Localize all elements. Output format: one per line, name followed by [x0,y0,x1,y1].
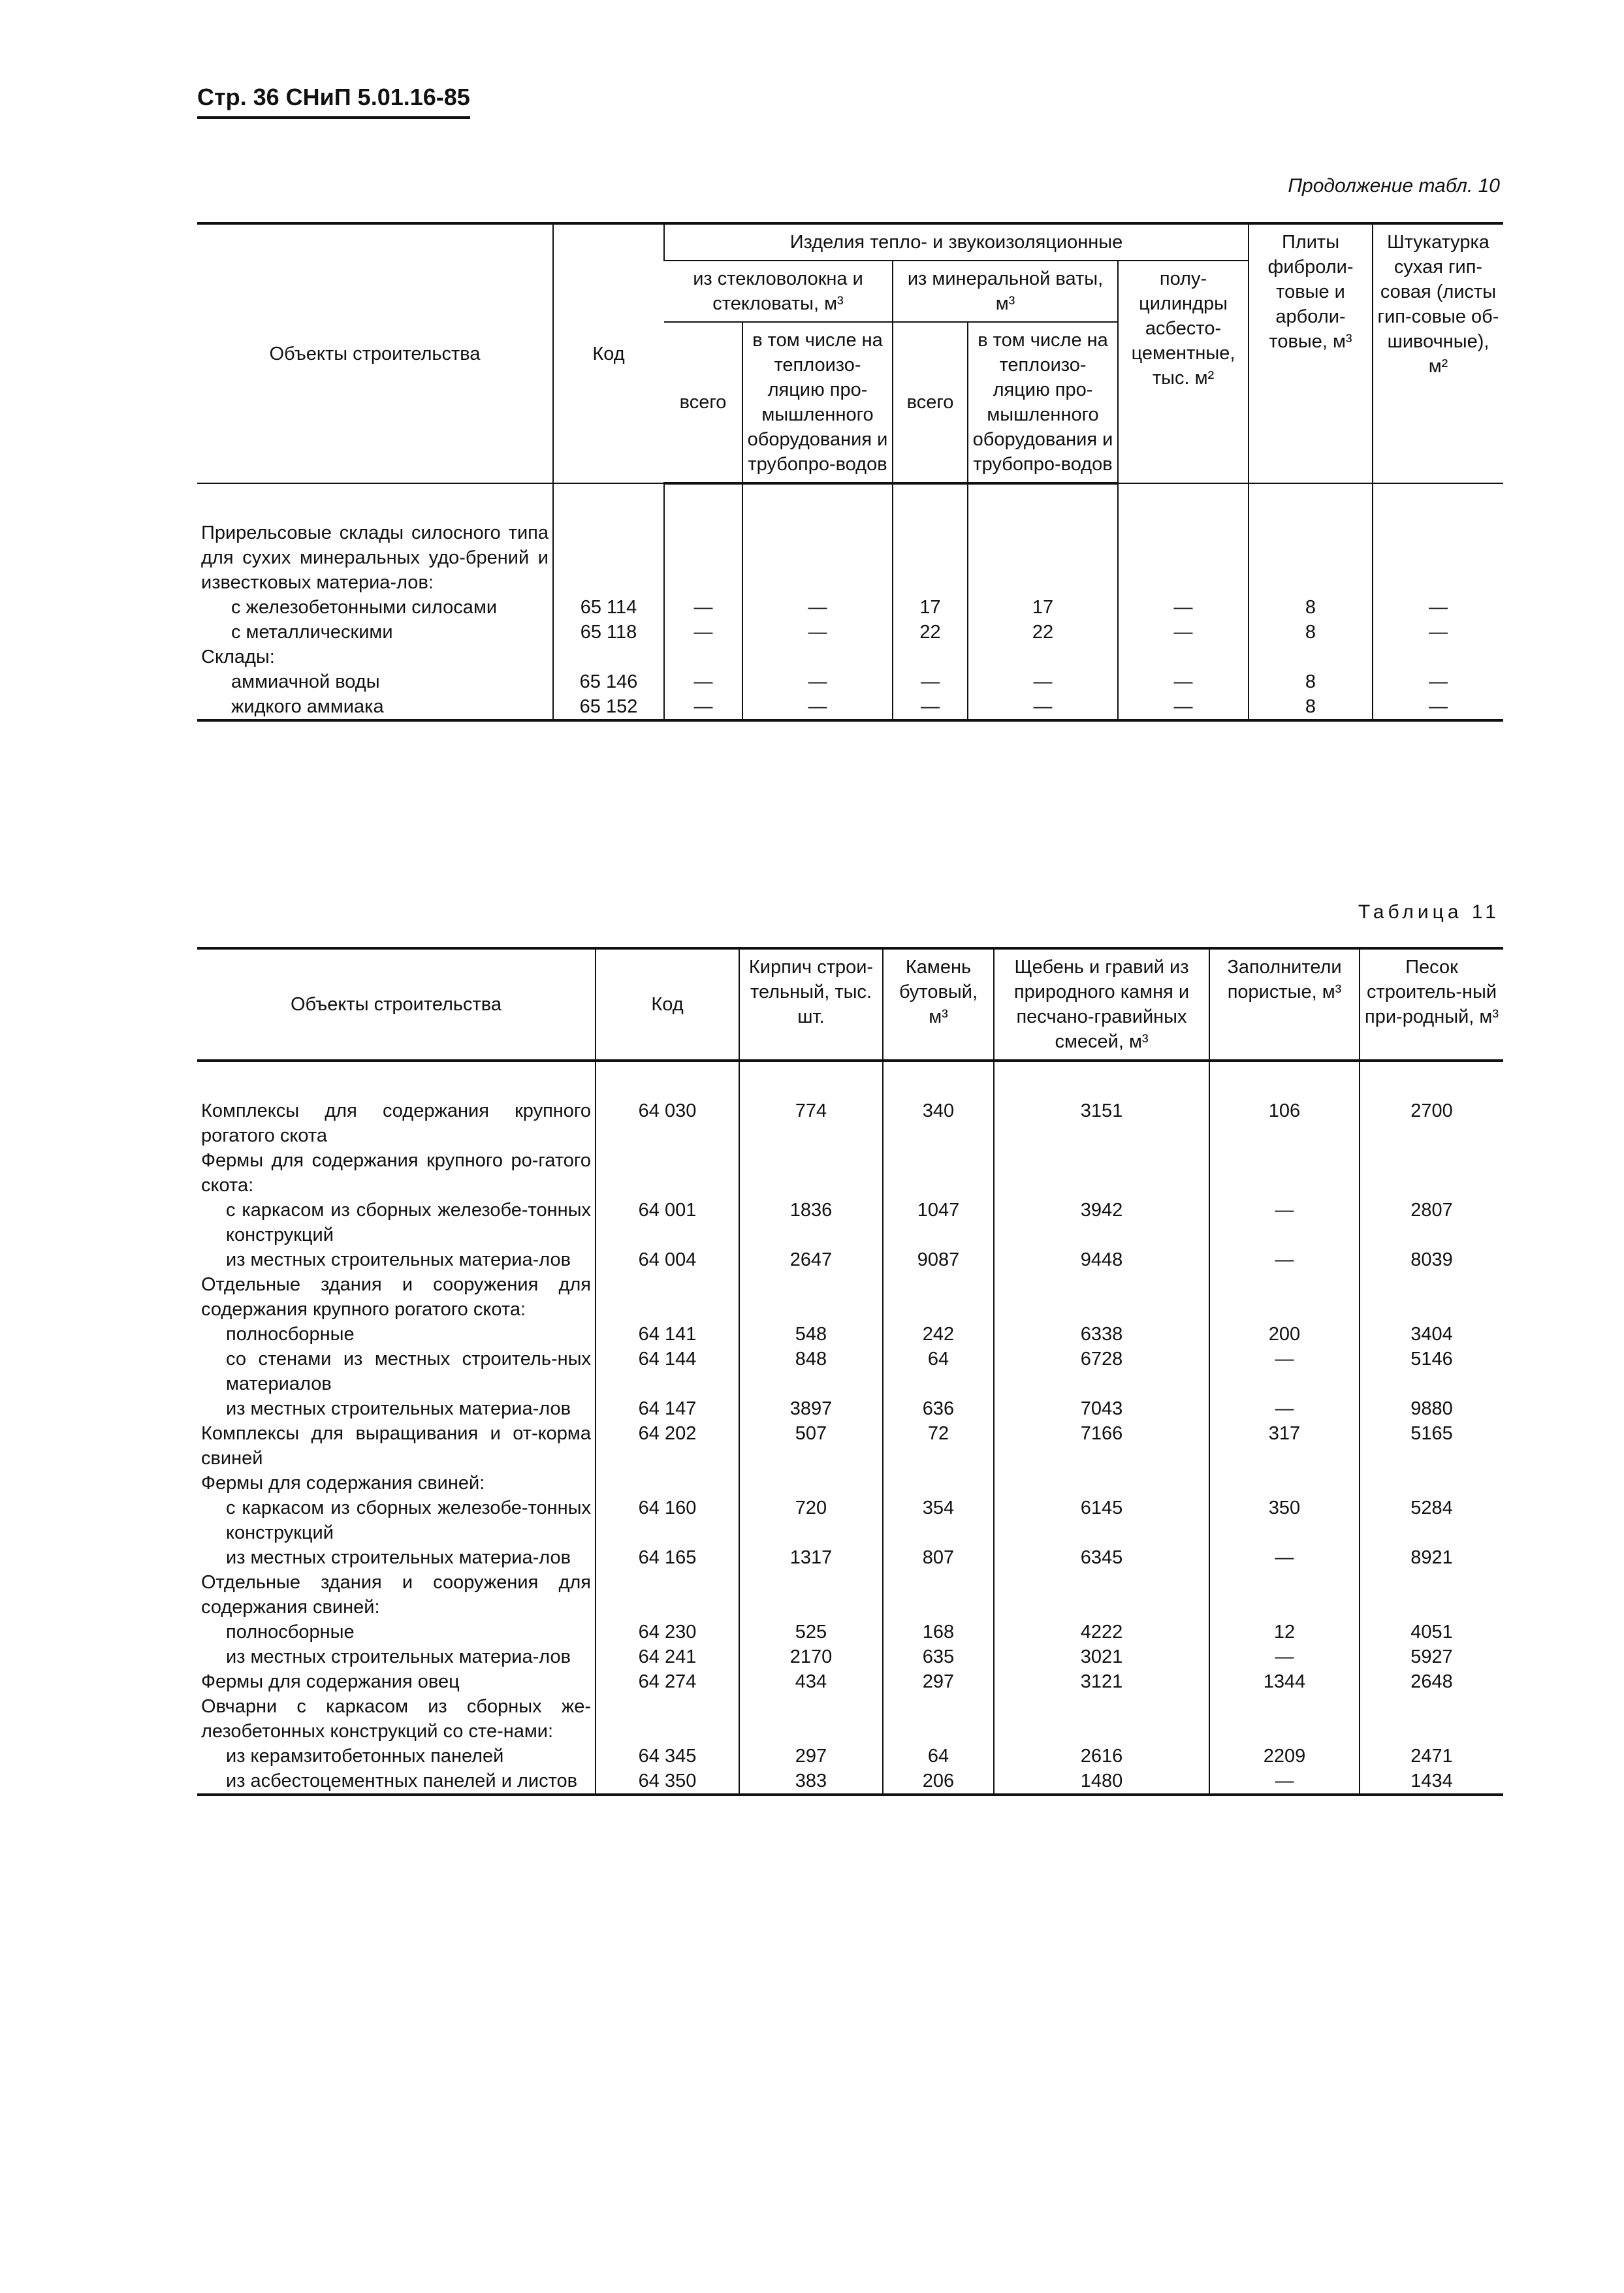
value-cell: — [893,694,968,720]
value-cell: 72 [883,1421,994,1471]
header-incl-mineral: в том числе на теплоизо-ляцию про-мышленного оборудования и трубопро-водов [968,322,1118,483]
value-cell [994,1148,1209,1198]
value-cell: 9880 [1360,1396,1503,1421]
value-cell: 548 [739,1322,883,1347]
value-cell: 1836 [739,1198,883,1247]
object-name: Фермы для содержания свиней: [201,1473,485,1494]
value-cell: 8 [1249,669,1373,694]
value-cell: 22 [893,620,968,645]
table-row [197,595,1503,620]
value-cell: 340 [883,1061,994,1148]
value-cell: 5165 [1360,1421,1503,1471]
value-cell: 8 [1249,595,1373,620]
value-cell: — [1373,694,1503,720]
table-row [197,1769,1503,1795]
value-cell: 200 [1209,1322,1360,1347]
value-cell: 636 [883,1396,994,1421]
table-row [197,620,1503,645]
value-cell: 206 [883,1769,994,1795]
table-row [197,1396,1503,1421]
value-cell: 1344 [1209,1669,1360,1694]
header-insulation-group: Изделия тепло- и звукоизоляционные [664,223,1249,261]
value-cell: 1047 [883,1198,994,1247]
header-sand: Песок строитель-ный при-родный, м³ [1360,948,1503,1061]
value-cell: — [893,669,968,694]
value-cell: — [664,669,742,694]
value-cell [968,645,1118,669]
value-cell [1209,1471,1360,1496]
object-name: со стенами из местных строитель-ных материалов [226,1349,591,1394]
value-cell: 2648 [1360,1669,1503,1694]
value-cell: 3151 [994,1061,1209,1148]
object-code: 65 152 [553,694,664,720]
value-cell: — [1118,595,1249,620]
value-cell: — [742,694,893,720]
value-cell: 317 [1209,1421,1360,1471]
object-code: 64 141 [596,1322,739,1347]
object-code: 65 114 [553,595,664,620]
object-code [596,1272,739,1322]
value-cell: 22 [968,620,1118,645]
object-name: жидкого аммиака [197,694,553,720]
header-objects-11: Объекты строительства [197,948,596,1061]
table-row [197,1644,1503,1669]
table10-body [197,483,1503,720]
object-code: 65 118 [553,620,664,645]
value-cell: 297 [883,1669,994,1694]
value-cell: 2471 [1360,1744,1503,1769]
value-cell: 720 [739,1496,883,1545]
table-11 [197,947,1503,1796]
table-row [197,1496,1503,1545]
value-cell [1249,483,1373,595]
value-cell: — [664,694,742,720]
value-cell: 7043 [994,1396,1209,1421]
header-brick: Кирпич строи-тельный, тыс. шт. [739,948,883,1061]
value-cell: 1480 [994,1769,1209,1795]
value-cell: 3404 [1360,1322,1503,1347]
value-cell [1360,1694,1503,1744]
object-code: 64 160 [596,1496,739,1545]
value-cell: 9448 [994,1247,1209,1272]
object-name: из керамзитобетонных панелей [226,1746,504,1767]
table-row [197,483,1503,595]
value-cell: — [742,620,893,645]
value-cell: — [1118,669,1249,694]
value-cell: — [1209,1247,1360,1272]
value-cell: 848 [739,1347,883,1396]
table-row [197,1471,1503,1496]
table-row [197,1694,1503,1744]
object-code: 65 146 [553,669,664,694]
value-cell: 3897 [739,1396,883,1421]
object-code [596,1694,739,1744]
object-name: с каркасом из сборных железобе-тонных конструкций [226,1498,591,1543]
value-cell: 6728 [994,1347,1209,1396]
value-cell [883,1694,994,1744]
header-fiberglass: из стекловолокна и стекловаты, м³ [664,261,893,322]
value-cell [739,1471,883,1496]
header-fillers: Заполнители пористые, м³ [1209,948,1360,1061]
value-cell: 525 [739,1620,883,1644]
value-cell: — [1209,1198,1360,1247]
table-row [197,1322,1503,1347]
value-cell: 635 [883,1644,994,1669]
object-code [553,645,664,669]
value-cell: 4222 [994,1620,1209,1644]
value-cell [1373,483,1503,595]
value-cell: 12 [1209,1620,1360,1644]
value-cell [883,1272,994,1322]
value-cell [1209,1570,1360,1620]
value-cell: 2209 [1209,1744,1360,1769]
object-name: Овчарни с каркасом из сборных же-лезобетонных конструкций со сте-нами: [201,1696,591,1742]
value-cell [742,645,893,669]
header-objects: Объекты строительства [197,223,553,483]
object-name: из местных строительных материа-лов [226,1646,571,1667]
object-name: с железобетонными силосами [231,597,498,618]
value-cell [994,1471,1209,1496]
object-name: Фермы для содержания крупного ро-гатого скота: [201,1150,591,1196]
value-cell: 9087 [883,1247,994,1272]
value-cell: 807 [883,1545,994,1570]
table-row [197,1620,1503,1644]
value-cell [1360,1272,1503,1322]
value-cell: 434 [739,1669,883,1694]
value-cell: — [664,620,742,645]
value-cell: 354 [883,1496,994,1545]
table-row [197,1247,1503,1272]
object-name: Прирельсовые склады силосного типа для сухих минеральных удо-брений и известковых материа-лов: [201,522,549,593]
table-row [197,694,1503,720]
value-cell [1209,1694,1360,1744]
value-cell [893,483,968,595]
header-stone: Камень бутовый, м³ [883,948,994,1061]
object-name: полносборные [226,1622,355,1643]
value-cell: 1317 [739,1545,883,1570]
value-cell: 3942 [994,1198,1209,1247]
value-cell: 2807 [1360,1198,1503,1247]
table-10 [197,222,1503,722]
header-half-cylinders: полу-цилиндры асбесто-цементные, тыс. м² [1118,261,1249,483]
object-code: 64 165 [596,1545,739,1570]
value-cell [893,645,968,669]
object-code: 64 001 [596,1198,739,1247]
value-cell: — [1209,1769,1360,1795]
value-cell [1118,645,1249,669]
value-cell: — [742,669,893,694]
value-cell: 7166 [994,1421,1209,1471]
value-cell: 17 [893,595,968,620]
value-cell: 6145 [994,1496,1209,1545]
value-cell: 17 [968,595,1118,620]
table11-body [197,1061,1503,1795]
value-cell [883,1148,994,1198]
value-cell: 507 [739,1421,883,1471]
value-cell: — [664,595,742,620]
value-cell [994,1272,1209,1322]
value-cell [1360,1471,1503,1496]
header-slabs: Плиты фиброли-товые и арболи-товые, м³ [1249,223,1373,483]
object-name: с каркасом из сборных железобе-тонных конструкций [226,1200,591,1245]
table-row [197,1347,1503,1396]
object-name: из местных строительных материа-лов [226,1547,571,1568]
object-code [553,483,664,595]
value-cell [1360,1148,1503,1198]
value-cell [742,483,893,595]
header-plaster: Штукатурка сухая гип-совая (листы гип-совые об-шивочные), м² [1373,223,1503,483]
object-name: аммиачной воды [231,671,380,692]
value-cell: 64 [883,1744,994,1769]
object-name: из местных строительных материа-лов [226,1249,571,1270]
value-cell: 5284 [1360,1496,1503,1545]
value-cell [1249,645,1373,669]
value-cell: — [1373,620,1503,645]
object-code: 64 274 [596,1669,739,1694]
value-cell [1360,1570,1503,1620]
value-cell: 383 [739,1769,883,1795]
table-row [197,645,1503,669]
table-row [197,1421,1503,1471]
table-row [197,1669,1503,1694]
header-mineral: из минеральной ваты, м³ [893,261,1118,322]
object-code: 64 230 [596,1620,739,1644]
header-code-11: Код [596,948,739,1061]
table-row [197,1061,1503,1148]
value-cell: — [1209,1347,1360,1396]
object-code: 64 030 [596,1061,739,1148]
value-cell: 2647 [739,1247,883,1272]
object-code: 64 147 [596,1396,739,1421]
value-cell: — [968,694,1118,720]
object-name: Комплексы для содержания крупного рогатого скота [201,1100,591,1146]
object-name: из асбестоцементных панелей и листов [197,1769,596,1795]
value-cell: 8 [1249,620,1373,645]
value-cell: 1434 [1360,1769,1503,1795]
value-cell: 6345 [994,1545,1209,1570]
value-cell [1209,1148,1360,1198]
table-row [197,1272,1503,1322]
value-cell: 6338 [994,1322,1209,1347]
value-cell: — [1118,620,1249,645]
object-name: из местных строительных материа-лов [226,1398,571,1419]
object-code: 64 004 [596,1247,739,1272]
object-name: с металлическими [231,622,393,643]
value-cell [994,1694,1209,1744]
object-code: 64 350 [596,1769,739,1795]
value-cell: 64 [883,1347,994,1396]
value-cell: — [1209,1396,1360,1421]
value-cell: 8039 [1360,1247,1503,1272]
object-code: 64 202 [596,1421,739,1471]
object-name: Фермы для содержания овец [201,1671,460,1692]
table-row [197,1744,1503,1769]
table11-caption: Таблица 11 [1358,901,1500,923]
value-cell [739,1272,883,1322]
table10-caption: Продолжение табл. 10 [1288,175,1500,197]
table-row [197,669,1503,694]
header-incl-fiberglass: в том числе на теплоизо-ляцию про-мышленного оборудования и трубопро-водов [742,322,893,483]
table-row [197,1545,1503,1570]
value-cell [739,1694,883,1744]
value-cell [664,645,742,669]
value-cell [1373,645,1503,669]
object-code: 64 144 [596,1347,739,1396]
value-cell [664,483,742,595]
object-name: полносборные [226,1324,355,1345]
value-cell: 8 [1249,694,1373,720]
value-cell: 8921 [1360,1545,1503,1570]
table-row [197,1570,1503,1620]
object-code: 64 345 [596,1744,739,1769]
value-cell: 297 [739,1744,883,1769]
value-cell: 3121 [994,1669,1209,1694]
object-code [596,1471,739,1496]
value-cell [883,1471,994,1496]
value-cell [883,1570,994,1620]
value-cell: 3021 [994,1644,1209,1669]
value-cell: — [1209,1545,1360,1570]
header-gravel: Щебень и гравий из природного камня и песчано-гравийных смесей, м³ [994,948,1209,1061]
header-code: Код [553,223,664,483]
object-code [596,1148,739,1198]
value-cell: 2700 [1360,1061,1503,1148]
value-cell: 5927 [1360,1644,1503,1669]
object-name: Комплексы для выращивания и от-корма свиней [201,1423,591,1469]
value-cell [1209,1272,1360,1322]
value-cell: 168 [883,1620,994,1644]
value-cell [1118,483,1249,595]
table-row [197,1148,1503,1198]
header-total-mineral: всего [893,322,968,483]
object-name: Отдельные здания и сооружения для содержания крупного рогатого скота: [201,1274,591,1320]
value-cell: 5146 [1360,1347,1503,1396]
value-cell: — [1373,595,1503,620]
value-cell: — [1373,669,1503,694]
value-cell: — [968,669,1118,694]
value-cell [994,1570,1209,1620]
value-cell: 242 [883,1322,994,1347]
value-cell: 2170 [739,1644,883,1669]
value-cell [739,1148,883,1198]
value-cell: 4051 [1360,1620,1503,1644]
value-cell: — [1118,694,1249,720]
value-cell [968,483,1118,595]
value-cell: — [1209,1644,1360,1669]
value-cell: 774 [739,1061,883,1148]
object-name: Отдельные здания и сооружения для содержания свиней: [201,1572,591,1618]
value-cell: — [742,595,893,620]
value-cell: 2616 [994,1744,1209,1769]
table-row [197,1198,1503,1247]
value-cell: 350 [1209,1496,1360,1545]
value-cell [739,1570,883,1620]
header-total-fiberglass: всего [664,322,742,483]
value-cell: 106 [1209,1061,1360,1148]
page-header: Стр. 36 СНиП 5.01.16-85 [197,84,470,119]
object-name: Склады: [201,647,275,667]
object-code [596,1570,739,1620]
object-code: 64 241 [596,1644,739,1669]
